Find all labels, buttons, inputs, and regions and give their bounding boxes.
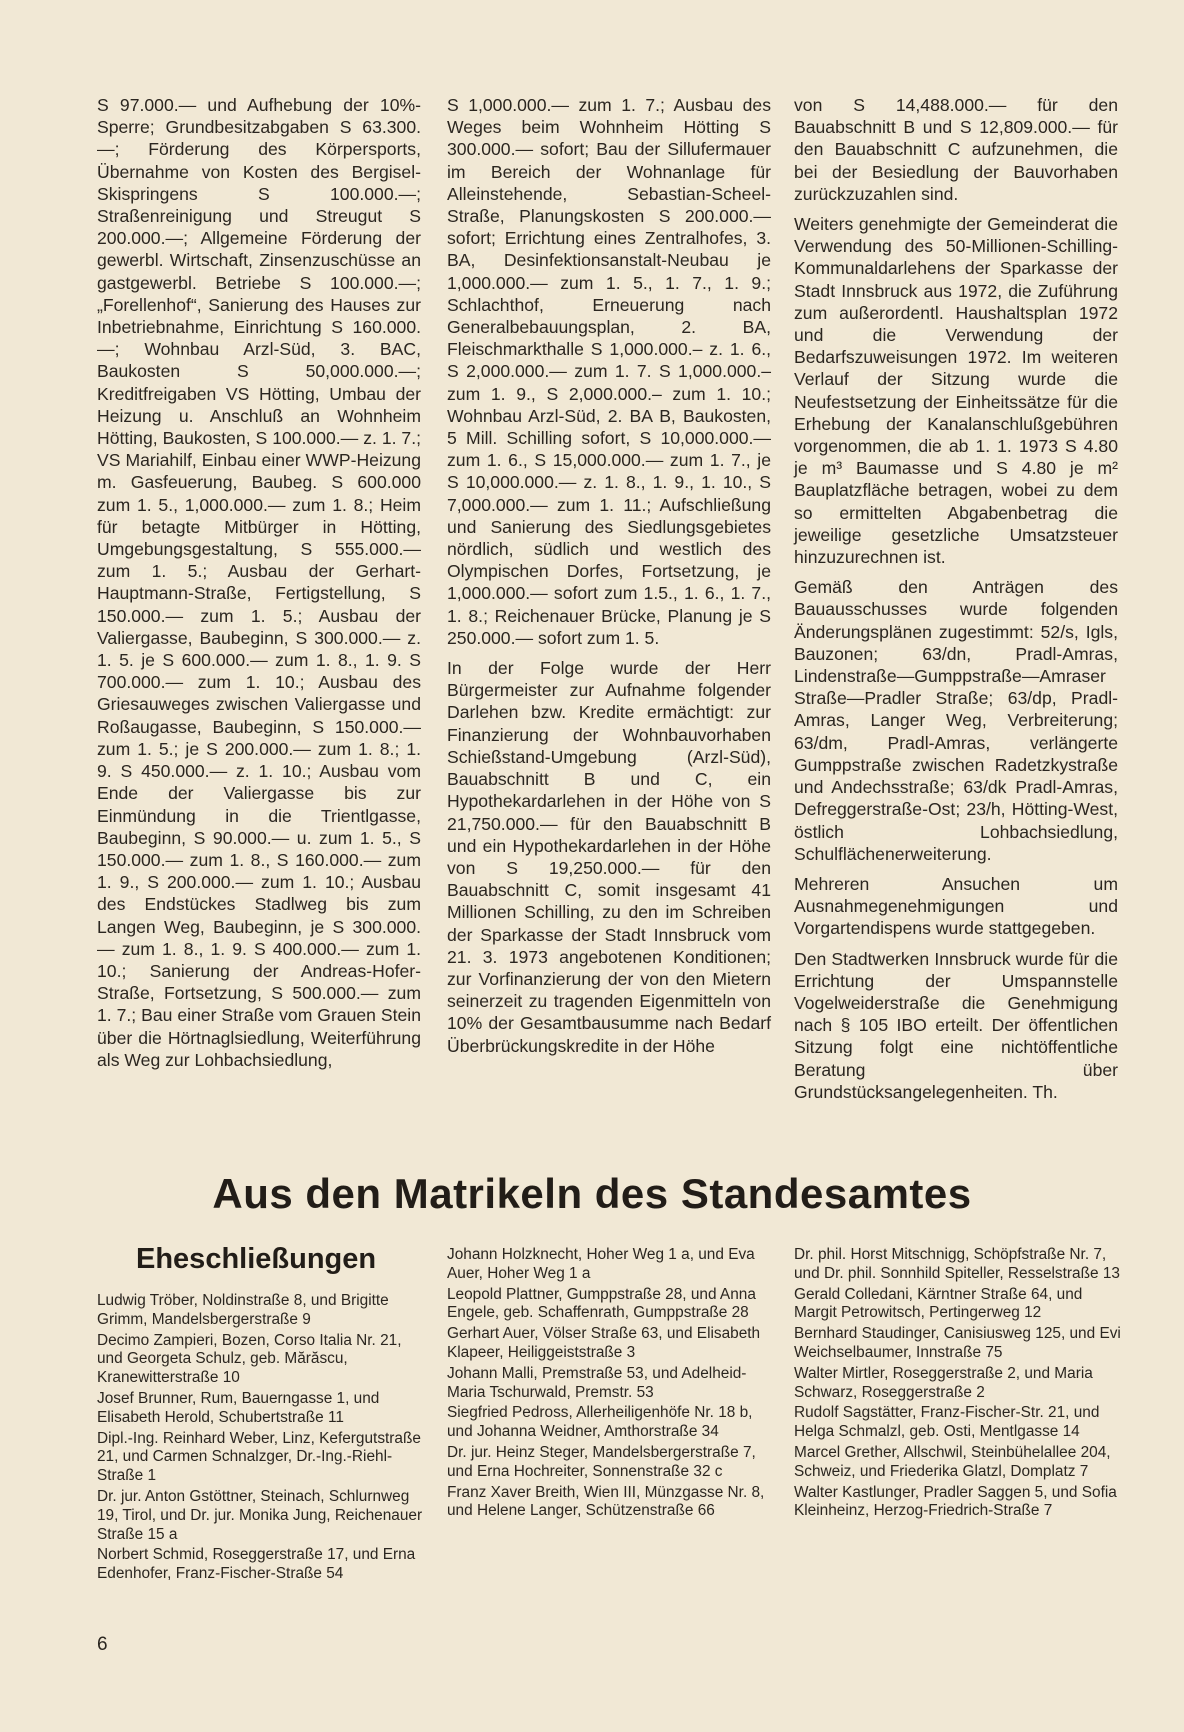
article-column-2 — [447, 94, 771, 1065]
marriage-entry: Josef Brunner, Rum, Bauerngasse 1, und Elisabeth Herold, Schubertstraße 11 — [97, 1389, 380, 1426]
marriage-entry: Franz Xaver Breith, Wien III, Münzgasse Nr. 8, und Helene Langer, Schützenstraße 66 — [447, 1483, 765, 1520]
marriage-entry: Dr. jur. Anton Gstöttner, Steinach, Schlurnweg 19, Tirol, und Dr. jur. Monika Jung, Reichenauer Straße 15 a — [97, 1487, 423, 1543]
page-number: 6 — [97, 1634, 108, 1655]
marriages-column-2 — [447, 1246, 777, 1523]
subsection-title: Eheschließungen — [136, 1243, 377, 1275]
marriage-entry: Gerald Colledani, Kärntner Straße 64, und Margit Petrowitsch, Pertingerweg 12 — [794, 1285, 1083, 1322]
marriage-entry: Johann Malli, Premstraße 53, und Adelheid-Maria Tschurwald, Premstr. 53 — [447, 1364, 747, 1401]
article-paragraph: Mehreren Ansuchen um Ausnahmegenehmigungen und Vorgartendispens wurde stattgegeben. — [794, 873, 1118, 939]
article-paragraph: In der Folge wurde der Herr Bürgermeister zur Aufnahme folgender Darlehen bzw. Kredite ermächtigt: zur Finanzierung der Wohnbauvorhaben Schießstand-Umgebung (Arzl-Süd), Bauabschnitt B und C, ein Hypothekardarlehen in der Höhe von S 21,750.000.— für den Bauabschnitt B und ein Hypothekardarlehen in der Höhe von S 19,250.000.— für den Bauabschnitt C, somit insgesamt 41 Millionen Schilling, zu den im Schreiben der Sparkasse der Stadt Innsbruck vom 21. 3. 1973 angebotenen Konditionen; zur Vorfinanzierung der von den Mietern seinerzeit zu tragenden Eigenmitteln von 10% der Gesamtbausumme nach Bedarf Überbrückungskredite in der Höhe — [447, 658, 771, 1056]
marriage-entry: Marcel Grether, Allschwil, Steinbühelallee 204, Schweiz, und Friederika Glatzl, Domplatz 7 — [794, 1443, 1111, 1480]
marriages-column-3 — [794, 1246, 1124, 1523]
article-column-1 — [97, 94, 421, 1079]
marriage-entry: Rudolf Sagstätter, Franz-Fischer-Str. 21, und Helga Schmalzl, geb. Osti, Mentlgasse 14 — [794, 1404, 1100, 1441]
article-paragraph: S 97.000.— und Aufhebung der 10%-Sperre; Grundbesitzabgaben S 63.300.—; Förderung des Körpersports, Übernahme von Kosten des Bergisel-Skispringens S 100.000.—; Straßenreinigung und Streugut S 200.000.—; Allgemeine Förderung der gewerbl. Wirtschaft, Zinsenzuschüsse an gastgewerbl. Betriebe S 100.000.—; „Forellenhof“, Sanierung des Hauses zur Inbetriebnahme, Einrichtung S 160.000.—; Wohnbau Arzl-Süd, 3. BAC, Baukosten S 50,000.000.—; Kreditfreigaben VS Hötting, Umbau der Heizung u. Anschluß an Wohnheim Hötting, Baukosten, S 100.000.— z. 1. 7.; VS Mariahilf, Einbau einer WWP-Heizung m. Gasfeuerung, Baubeg. S 600.000 zum 1. 5., 1,000.000.— zum 1. 8.; Heim für betagte Mitbürger in Hötting, Umgebungsgestaltung, S 555.000.— zum 1. 5.; Ausbau der Gerhart-Hauptmann-Straße, Fertigstellung, S 150.000.— zum 1. 5.; Ausbau der Valiergasse, Baubeginn, S 300.000.— z. 1. 5. je S 600.000.— zum 1. 8., 1. 9. S 700.000.— zum 1. 10.; Ausbau des Griesauweges zwischen Valiergasse und Roßaugasse, Baubeginn, S 150.000.— zum 1. 5.; je S 200.000.— zum 1. 8.; 1. 9. S 450.000.— z. 1. 10.; Ausbau vom Ende der Valiergasse bis zur Einmündung in die Trientlgasse, Baubeginn, S 90.000.— u. zum 1. 5., S 150.000.— zum 1. 8., S 160.000.— zum 1. 9., S 200.000.— zum 1. 10.; Ausbau des Endstückes Stadlweg bis zum Langen Weg, Baubeginn, je S 300.000.— zum 1. 8., 1. 9. S 400.000.— zum 1. 10.; Sanierung der Andreas-Hofer-Straße, Fortsetzung, S 500.000.— zum 1. 7.; Bau einer Straße vom Grauen Stein über die Hörtnaglsiedlung, Weiterführung als Weg zur Lohbachsiedlung, — [97, 95, 421, 1070]
marriage-entry: Dr. jur. Heinz Steger, Mandelsbergerstraße 7, und Erna Hochreiter, Sonnenstraße 32 c — [447, 1443, 756, 1480]
marriage-entry: Walter Kastlunger, Pradler Saggen 5, und Sofia Kleinheinz, Herzog-Friedrich-Straße 7 — [794, 1483, 1117, 1520]
marriage-entry: Bernhard Staudinger, Canisiusweg 125, und Evi Weichselbaumer, Innstraße 75 — [794, 1325, 1121, 1361]
marriage-entry: Ludwig Tröber, Noldinstraße 8, und Brigitte Grimm, Mandelsbergerstraße 9 — [97, 1292, 389, 1328]
marriage-entry: Walter Mirtler, Roseggerstraße 2, und Maria Schwarz, Roseggerstraße 2 — [794, 1364, 1093, 1401]
section-title: Aus den Matrikeln des Standesamtes — [212, 1170, 972, 1217]
article-paragraph: Gemäß den Anträgen des Bauausschusses wurde folgenden Änderungsplänen zugestimmt: 52/s, Igls, Bauzonen; 63/dn, Pradl-Amras, Lindenstraße—Gumppstraße—Amraser Straße—Pradler Straße; 63/dp, Pradl-Amras, Langer Weg, Verbreiterung; 63/dm, Pradl-Amras, verlängerte Gumppstraße zwischen Radetzkystraße und Andechsstraße; 63/dk Pradl-Amras, Defreggerstraße-Ost; 23/h, Hötting-West, östlich Lohbachsiedlung, Schulflächenerweiterung. — [794, 577, 1118, 864]
marriage-entry: Gerhart Auer, Völser Straße 63, und Elisabeth Klapeer, Heiliggeiststraße 3 — [447, 1325, 761, 1361]
marriage-entry: Dr. phil. Horst Mitschnigg, Schöpfstraße Nr. 7, und Dr. phil. Sonnhild Spiteller, Resselstraße 13 — [794, 1246, 1120, 1282]
article-paragraph: Weiters genehmigte der Gemeinderat die Verwendung des 50-Millionen-Schilling-Kommunaldarlehens der Sparkasse der Stadt Innsbruck aus 1972, die Zuführung zum außerordentl. Haushaltsplan 1972 und die Verwendung der Bedarfszuweisungen 1972. Im weiteren Verlauf der Sitzung wurde die Neufestsetzung der Einheitssätze für die Erhebung der Kanalanschlußgebühren vorgenommen, die ab 1. 1. 1973 S 4.80 je m³ Baumasse und S 4.80 je m² Bauplatzfläche betragen, wobei zu dem so ermittelten Abgabenbetrag die jeweilige gesetzliche Umsatzsteuer hinzuzurechnen ist. — [794, 214, 1118, 568]
article-column-3 — [794, 94, 1118, 1111]
marriage-entry: Johann Holzknecht, Hoher Weg 1 a, und Eva Auer, Hoher Weg 1 a — [447, 1246, 755, 1282]
article-paragraph: von S 14,488.000.— für den Bauabschnitt B und S 12,809.000.— für den Bauabschnitt C aufzunehmen, die bei der Besiedlung der Bauvorhaben zurückzuzahlen sind. — [794, 95, 1118, 204]
marriage-entry: Leopold Plattner, Gumppstraße 28, und Anna Engele, geb. Schaffenrath, Gumppstraße 28 — [447, 1285, 756, 1322]
marriage-entry: Siegfried Pedross, Allerheiligenhöfe Nr. 18 b, und Johanna Weidner, Amthorstraße 34 — [447, 1404, 753, 1441]
article-paragraph: Den Stadtwerken Innsbruck wurde für die Errichtung der Umspannstelle Vogelweiderstraße die Genehmigung nach § 105 IBO erteilt. Der öffentlichen Sitzung folgt eine nichtöffentliche Beratung über Grundstücksangelegenheiten. Th. — [794, 948, 1118, 1102]
marriages-column-1 — [97, 1292, 427, 1586]
marriage-entry: Dipl.-Ing. Reinhard Weber, Linz, Kefergutstraße 21, und Carmen Schnalzger, Dr.-Ing.-Riehl-Straße 1 — [97, 1429, 421, 1485]
marriage-entry: Norbert Schmid, Roseggerstraße 17, und Erna Edenhofer, Franz-Fischer-Straße 54 — [97, 1546, 416, 1583]
marriage-entry: Decimo Zampieri, Bozen, Corso Italia Nr. 21, und Georgeta Schulz, geb. Mărăscu, Kranewitterstraße 10 — [97, 1331, 402, 1387]
article-paragraph: S 1,000.000.— zum 1. 7.; Ausbau des Weges beim Wohnheim Hötting S 300.000.— sofort; Bau der Sillufermauer im Bereich der Wohnanlage für Alleinstehende, Sebastian-Scheel-Straße, Planungskosten S 200.000.— sofort; Errichtung eines Zentralhofes, 3. BA, Desinfektionsanstalt-Neubau je 1,000.000.— zum 1. 5., 1. 7., 1. 9.; Schlachthof, Erneuerung nach Generalbebauungsplan, 2. BA, Fleischmarkthalle S 1,000.000.– z. 1. 6., S 2,000.000.— zum 1. 7. S 1,000.000.– zum 1. 9., S 2,000.000.– zum 1. 10.; Wohnbau Arzl-Süd, 2. BA B, Baukosten, 5 Mill. Schilling sofort, S 10,000.000.— zum 1. 6., S 15,000.000.— zum 1. 7., je S 10,000.000.— z. 1. 8., 1. 9., 1. 10., S 7,000.000.— zum 1. 11.; Aufschließung und Sanierung des Siedlungsgebietes nördlich, südlich und westlich des Olympischen Dorfes, Fortsetzung, je 1,000.000.— sofort zum 1.5., 1. 6., 1. 7., 1. 8.; Reichenauer Brücke, Planung je S 250.000.— sofort zum 1. 5. — [447, 95, 771, 648]
